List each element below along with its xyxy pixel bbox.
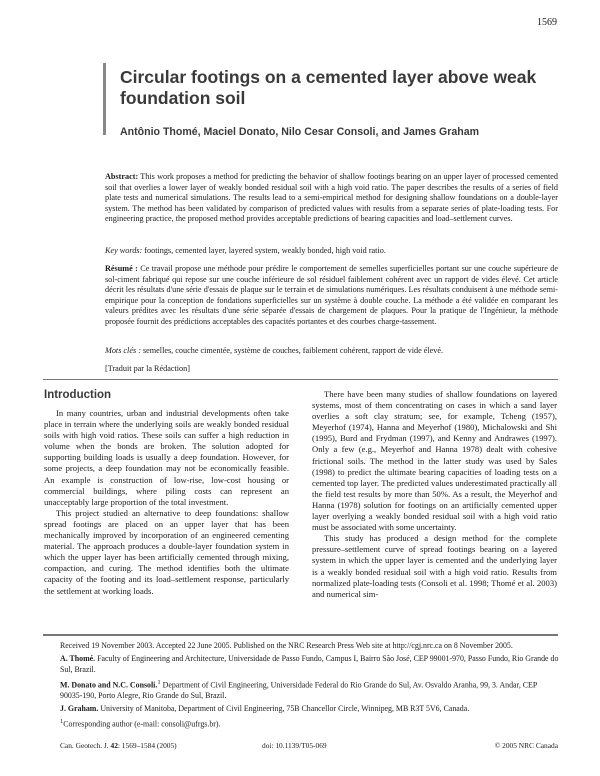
keywords-label: Key words:	[105, 246, 143, 255]
keywords-text: footings, cemented layer, layered system, weakly bonded, high void ratio.	[144, 246, 386, 255]
footnote-marker: 1	[157, 678, 161, 686]
affiliation-text: Faculty of Engineering and Architecture, Universidade de Passo Fundo, Campus I, Bairro São José, CEP 99001-970, Passo Fundo, Rio Grande do Sul, Brazil.	[60, 654, 559, 674]
affiliation-name: A. Thomé.	[60, 654, 96, 664]
abstract-text: This work proposes a method for predicting the behavior of shallow footings bearing on an upper layer of processed cemented soil that overlies a lower layer of weakly bonded residual soil with a high void ratio. The paper describes the results of a series of field plate tests and numerical simulations. The results lead to a semi-empirical method for designing shallow foundations on a double-layer system. The method has been validated by comparison of predicted values with results from a separate series of plate-loading tests. For engineering practice, the proposed method provides acceptable predictions of bearing capacities and load–settlement curves.	[105, 172, 558, 224]
section-divider	[43, 379, 558, 380]
affiliation	[60, 678, 560, 701]
footnote-divider	[43, 634, 558, 636]
translation-note: [Traduit par la Rédaction]	[105, 364, 190, 373]
mots-cles	[105, 346, 558, 357]
resume	[105, 264, 558, 328]
journal-prefix: Can. Geotech. J.	[60, 741, 109, 750]
affiliation-text: University of Manitoba, Department of Civil Engineering, 75B Chancellor Circle, Winnipeg, MB R3T 5V6, Canada.	[100, 704, 470, 714]
paragraph: This study has produced a design method for the complete pressure–settlement curve of spread footings bearing on a layered system in which the upper layer is cemented and the underlying layer is a weakly bonded residual soil with a high void ratio. Results from normalized plate-loading tests (Consoli et al. 1998; Thomé et al. 2003) and numerical sim-	[312, 533, 557, 599]
introduction-heading: Introduction	[44, 389, 112, 401]
author-list: Antônio Thomé, Maciel Donato, Nilo Cesar Consoli, and James Graham	[120, 126, 480, 138]
affiliation	[60, 654, 560, 675]
page-number: 1569	[537, 17, 557, 28]
abstract	[105, 172, 558, 225]
received-dates: Received 19 November 2003. Accepted 22 June 2005. Published on the NRC Research Press Web site at http://cgj.nrc.ca on 8 November 2005.	[60, 641, 513, 650]
left-column	[44, 408, 289, 597]
mots-cles-label: Mots clés :	[105, 346, 141, 355]
affiliation	[60, 704, 560, 714]
article-title: Circular footings on a cemented layer above weak foundation soil	[120, 67, 537, 108]
paragraph: In many countries, urban and industrial developments often take place in terrain where the underlying soils are weakly bonded residual soils with high void ratios. These soils can suffer a high reduction in volume when the bonds are broken. The solution adopted for supporting building loads is usually a deep foundation. However, for some projects, a deep foundation may not be economically feasible. An example is construction of low-rise, low-cost housing or commercial buildings, where piling costs can represent an unacceptably large proportion of the total investment.	[44, 408, 289, 507]
abstract-label: Abstract:	[105, 172, 139, 181]
mots-cles-text: semelles, couche cimentée, système de couches, faiblement cohérent, rapport de vide élevé.	[142, 346, 444, 355]
title-rule	[103, 63, 106, 135]
corresponding-author	[60, 717, 560, 730]
journal-pages: : 1569–1584 (2005)	[117, 741, 177, 750]
affiliation-name: M. Donato and N.C. Consoli.	[60, 680, 158, 690]
corresponding-text: Corresponding author (e-mail: consoli@ufrgs.br).	[63, 720, 221, 730]
doi: doi: 10.1139/T05-069	[262, 741, 327, 750]
footnote-marker: 1	[60, 718, 64, 726]
journal-citation	[60, 741, 177, 750]
affiliation-name: J. Graham.	[60, 704, 99, 714]
paragraph: There have been many studies of shallow foundations on layered systems, most of them concentrating on cases in which a sand layer overlies a soft clay stratum; see, for example, Tcheng (1957), Meyerhof (1974), Hanna and Meyerhof (1980), Michalowski and Shi (1995), Burd and Frydman (1997), and Kenny and Andrawes (1997). Only a few (e.g., Meyerhof and Hanna 1978) dealt with cohesive frictional soils. The method in the latter study was used by Sales (1998) to predict the ultimate bearing capacities of loading tests on a cemented top layer. The predicted values underestimated practically all the field test results by more than 50%. As a result, the Meyerhof and Hanna (1978) solution for footings on an artificially cemented upper layer overlying a weakly bonded residual soil with a high void ratio must be associated with some uncertainty.	[312, 389, 557, 533]
resume-label: Résumé :	[105, 264, 138, 273]
right-column	[312, 389, 557, 600]
keywords	[105, 246, 558, 257]
journal-volume: 42	[110, 741, 118, 750]
copyright: © 2005 NRC Canada	[494, 741, 558, 750]
affiliation-text: Department of Civil Engineering, Universidade Federal do Rio Grande do Sul, Av. Osvaldo Aranha, 99, 3. Andar, CEP 90035-190, Porto Alegre, Rio Grande do Sul, Brazil.	[60, 680, 537, 700]
footnotes	[60, 641, 560, 733]
paragraph: This project studied an alternative to deep foundations: shallow spread footings are placed on an upper layer that has been mechanically improved by incorporation of an engineered cementing material. The approach produces a double-layer foundation system in which the upper layer has been artificially cemented through mixing, compaction, and curing. The method identifies both the ultimate capacity of the footing and its load–settlement response, particularly the settlement at working loads.	[44, 507, 289, 596]
resume-text: Ce travail propose une méthode pour prédire le comportement de semelles superficielles portant sur une couche supérieure de sol-ciment fabriqué qui repose sur une couche inférieure de sol résiduel faiblement cohérent avec un rapport de vides élevé. Cet article décrit les résultats d'une série d'essais de plaque sur le terrain et de simulations numériques. Les résultats conduisent à une méthode semi-empirique pour la conception de fondations superficielles sur un système à double couche. La méthode a été validée en comparant les valeurs prédites avec les résultats d'une série séparée d'essais de chargement de plaques. Pour la pratique de l'Ingénieur, la méthode proposée fournit des prédictions acceptables des capacités portantes et des courbes charge-tassement.	[105, 264, 559, 326]
